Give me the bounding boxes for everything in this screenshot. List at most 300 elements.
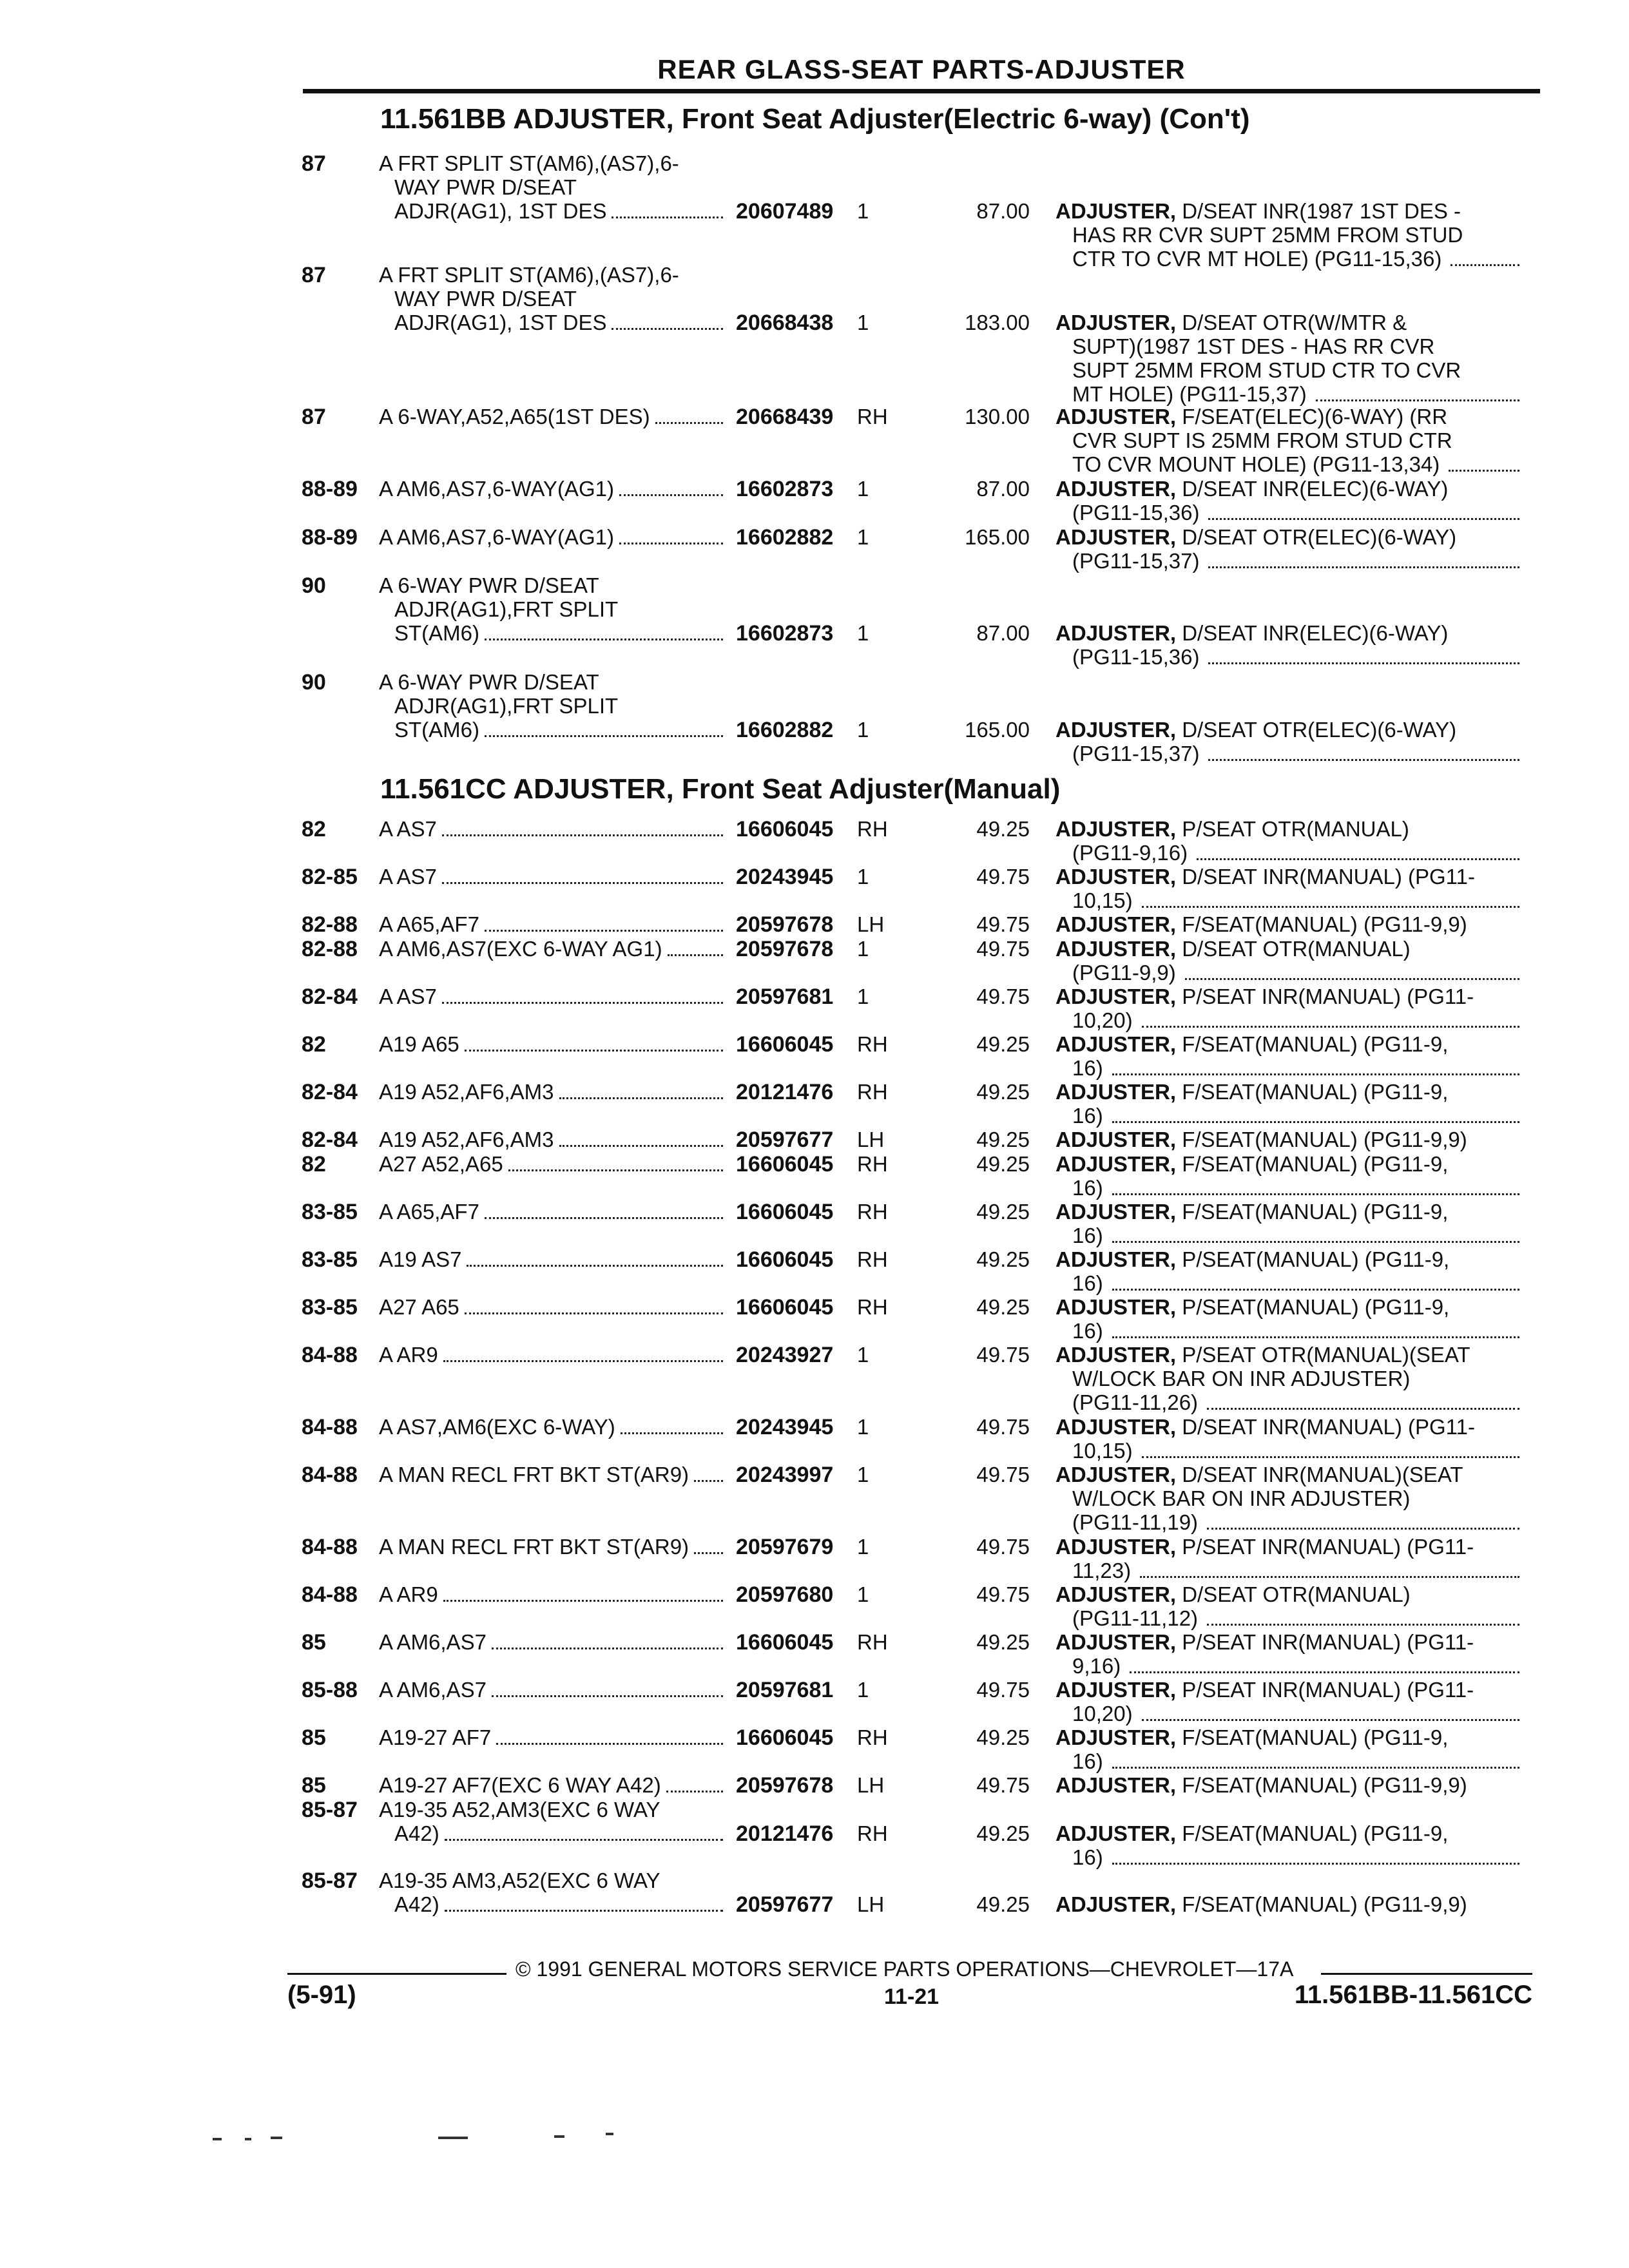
section-heading-electric: 11.561BB ADJUSTER, Front Seat Adjuster(Electric 6-way) (Con't) xyxy=(380,103,1250,135)
description-text: ADJUSTER, P/SEAT(MANUAL) (PG11-9, xyxy=(1055,1295,1450,1319)
dot-leader xyxy=(1449,470,1519,472)
quantity: 1 xyxy=(857,1535,869,1559)
usage-text: A MAN RECL FRT BKT ST(AR9) xyxy=(379,1535,689,1559)
dot-leader xyxy=(1112,1241,1519,1243)
quantity: 1 xyxy=(857,621,869,645)
usage-text: ADJR(AG1),FRT SPLIT xyxy=(394,694,619,718)
usage-text: A AR9 xyxy=(379,1343,438,1367)
price: 49.75 xyxy=(976,912,1030,936)
price: 49.25 xyxy=(976,1725,1030,1749)
usage-text: A AM6,AS7 xyxy=(379,1630,487,1654)
part-keyword: ADJUSTER, xyxy=(1055,1678,1177,1702)
dot-leader xyxy=(485,930,723,932)
description-text: ADJUSTER, D/SEAT OTR(MANUAL) xyxy=(1055,1582,1411,1606)
dot-leader xyxy=(445,1910,723,1912)
usage-description xyxy=(379,1200,727,1224)
usage-description xyxy=(379,937,727,961)
part-number: 20597678 xyxy=(736,1773,834,1798)
usage-description xyxy=(379,1295,727,1320)
dot-leader xyxy=(1142,1719,1519,1721)
usage-text: A19-27 AF7(EXC 6 WAY A42) xyxy=(379,1773,661,1797)
model-years: 82-88 xyxy=(302,912,358,937)
usage-description xyxy=(379,151,727,224)
quantity: 1 xyxy=(857,1582,869,1606)
quantity: 1 xyxy=(857,525,869,549)
usage-text: A27 A52,A65 xyxy=(379,1152,503,1176)
model-years: 82-85 xyxy=(302,865,358,889)
dot-leader xyxy=(443,1360,723,1362)
part-description xyxy=(1055,1725,1519,1774)
dot-leader xyxy=(445,1839,723,1841)
usage-description xyxy=(379,1725,727,1750)
part-keyword: ADJUSTER, xyxy=(1055,1200,1177,1224)
usage-text: A FRT SPLIT ST(AM6),(AS7),6- xyxy=(379,151,679,175)
quantity: LH xyxy=(857,1773,885,1797)
usage-text: A AM6,AS7(EXC 6-WAY AG1) xyxy=(379,937,662,961)
dot-leader xyxy=(559,1097,724,1099)
part-number: 20243997 xyxy=(736,1463,834,1487)
usage-description xyxy=(379,405,727,429)
model-years: 84-88 xyxy=(302,1463,358,1487)
part-keyword: ADJUSTER, xyxy=(1055,1247,1177,1271)
dot-leader xyxy=(1130,1671,1519,1673)
dot-leader xyxy=(442,1002,723,1004)
part-description xyxy=(1055,311,1519,407)
part-number: 16602882 xyxy=(736,718,834,742)
part-description xyxy=(1055,1892,1519,1916)
description-text: W/LOCK BAR ON INR ADJUSTER) xyxy=(1072,1367,1411,1390)
description-text: ADJUSTER, P/SEAT OTR(MANUAL)(SEAT xyxy=(1055,1343,1470,1367)
dot-leader xyxy=(1451,264,1519,266)
part-description xyxy=(1055,718,1519,766)
description-text: ADJUSTER, F/SEAT(MANUAL) (PG11-9, xyxy=(1055,1032,1449,1056)
part-keyword: ADJUSTER, xyxy=(1055,817,1177,841)
usage-description xyxy=(379,670,727,742)
part-number: 16606045 xyxy=(736,1630,834,1655)
usage-description xyxy=(379,573,727,646)
part-keyword: ADJUSTER, xyxy=(1055,477,1177,501)
part-keyword: ADJUSTER, xyxy=(1055,718,1177,742)
part-keyword: ADJUSTER, xyxy=(1055,1582,1177,1606)
part-description xyxy=(1055,1343,1519,1415)
part-description xyxy=(1055,1200,1519,1248)
usage-description xyxy=(379,1630,727,1655)
quantity: RH xyxy=(857,1152,888,1176)
usage-text: ST(AM6) xyxy=(394,718,479,742)
model-years: 82-84 xyxy=(302,1128,358,1152)
price: 49.25 xyxy=(976,1032,1030,1056)
price: 165.00 xyxy=(965,718,1030,742)
usage-text: A A65,AF7 xyxy=(379,912,479,936)
usage-text: A19 A52,AF6,AM3 xyxy=(379,1128,554,1151)
quantity: LH xyxy=(857,1892,885,1916)
dot-leader xyxy=(668,954,723,956)
usage-text: A19-27 AF7 xyxy=(379,1725,492,1749)
usage-text: A19-35 AM3,A52(EXC 6 WAY xyxy=(379,1869,660,1892)
model-years: 82-88 xyxy=(302,937,358,961)
description-text: ADJUSTER, F/SEAT(MANUAL) (PG11-9, xyxy=(1055,1152,1449,1176)
model-years: 82-84 xyxy=(302,985,358,1009)
part-number: 16606045 xyxy=(736,1247,834,1272)
usage-text: A19 AS7 xyxy=(379,1247,462,1271)
dot-leader xyxy=(694,1480,723,1482)
usage-description xyxy=(379,1247,727,1272)
model-years: 83-85 xyxy=(302,1200,358,1224)
dot-leader xyxy=(442,882,723,884)
price: 49.75 xyxy=(976,1415,1030,1439)
part-description xyxy=(1055,1535,1519,1583)
model-years: 85 xyxy=(302,1630,326,1655)
dot-leader xyxy=(666,1791,723,1792)
dot-leader xyxy=(443,1600,723,1602)
quantity: RH xyxy=(857,1247,888,1271)
model-years: 85 xyxy=(302,1725,326,1750)
part-keyword: ADJUSTER, xyxy=(1055,1892,1177,1916)
quantity: 1 xyxy=(857,477,869,501)
model-years: 85-88 xyxy=(302,1678,358,1702)
description-text: ADJUSTER, D/SEAT OTR(ELEC)(6-WAY) xyxy=(1055,525,1457,549)
part-number: 20597679 xyxy=(736,1535,834,1559)
dot-leader xyxy=(485,735,723,737)
usage-description xyxy=(379,525,727,550)
description-text: ADJUSTER, D/SEAT INR(MANUAL)(SEAT xyxy=(1055,1463,1463,1486)
scan-mark xyxy=(245,2138,251,2140)
part-number: 20597678 xyxy=(736,912,834,937)
part-description xyxy=(1055,1080,1519,1128)
model-years: 87 xyxy=(302,151,326,176)
description-text: ADJUSTER, F/SEAT(MANUAL) (PG11-9, xyxy=(1055,1200,1449,1224)
description-text: (PG11-15,37) xyxy=(1072,549,1200,573)
description-text: (PG11-11,19) xyxy=(1072,1510,1199,1534)
dot-leader xyxy=(559,1145,724,1147)
model-years: 82-84 xyxy=(302,1080,358,1104)
description-text: ADJUSTER, D/SEAT INR(ELEC)(6-WAY) xyxy=(1055,477,1449,501)
part-number: 16606045 xyxy=(736,1295,834,1320)
price: 49.25 xyxy=(976,1247,1030,1271)
description-text: ADJUSTER, F/SEAT(MANUAL) (PG11-9, xyxy=(1055,1080,1449,1104)
usage-text: A 6-WAY PWR D/SEAT xyxy=(379,573,599,597)
usage-text: WAY PWR D/SEAT xyxy=(394,287,577,311)
usage-description xyxy=(379,1798,727,1846)
part-description xyxy=(1055,1247,1519,1296)
description-text: ADJUSTER, P/SEAT INR(MANUAL) (PG11- xyxy=(1055,1630,1474,1654)
dot-leader xyxy=(1112,1336,1519,1338)
description-text: ADJUSTER, F/SEAT(MANUAL) (PG11-9,9) xyxy=(1055,1128,1467,1151)
description-text: ADJUSTER, F/SEAT(MANUAL) (PG11-9,9) xyxy=(1055,912,1467,936)
dot-leader xyxy=(465,1050,723,1052)
description-text: (PG11-11,26) xyxy=(1072,1390,1199,1414)
description-text: ADJUSTER, D/SEAT INR(1987 1ST DES - xyxy=(1055,199,1461,223)
price: 183.00 xyxy=(965,311,1030,334)
dot-leader xyxy=(1208,759,1519,761)
dot-leader xyxy=(1207,1624,1519,1626)
usage-text: A FRT SPLIT ST(AM6),(AS7),6- xyxy=(379,263,679,287)
quantity: 1 xyxy=(857,937,869,961)
part-description xyxy=(1055,912,1519,936)
part-number: 20597677 xyxy=(736,1892,834,1917)
part-number: 20597681 xyxy=(736,985,834,1009)
price: 49.75 xyxy=(976,1343,1030,1367)
price: 49.75 xyxy=(976,1535,1030,1559)
part-description xyxy=(1055,865,1519,913)
part-keyword: ADJUSTER, xyxy=(1055,985,1177,1008)
part-number: 20243927 xyxy=(736,1343,834,1367)
price: 49.25 xyxy=(976,1128,1030,1151)
price: 49.75 xyxy=(976,1582,1030,1606)
model-years: 88-89 xyxy=(302,525,358,550)
usage-text: A AS7 xyxy=(379,865,437,889)
usage-description xyxy=(379,1343,727,1367)
part-keyword: ADJUSTER, xyxy=(1055,1032,1177,1056)
dot-leader xyxy=(619,494,723,496)
footer-section-range: 11.561BB-11.561CC xyxy=(1294,1981,1532,2009)
description-text: ADJUSTER, P/SEAT OTR(MANUAL) xyxy=(1055,817,1409,841)
usage-description xyxy=(379,477,727,501)
part-description xyxy=(1055,405,1519,477)
description-text: 16) xyxy=(1072,1056,1103,1080)
part-keyword: ADJUSTER, xyxy=(1055,1080,1177,1104)
part-number: 20243945 xyxy=(736,1415,834,1439)
part-number: 20607489 xyxy=(736,199,834,224)
usage-text: ADJR(AG1), 1ST DES xyxy=(394,199,607,223)
usage-description xyxy=(379,1080,727,1104)
part-description xyxy=(1055,985,1519,1033)
description-text: ADJUSTER, F/SEAT(MANUAL) (PG11-9,9) xyxy=(1055,1892,1467,1916)
usage-description xyxy=(379,1773,727,1798)
usage-description xyxy=(379,1582,727,1607)
description-text: (PG11-9,9) xyxy=(1072,961,1176,985)
usage-text: A AM6,AS7,6-WAY(AG1) xyxy=(379,477,614,501)
description-text: (PG11-15,36) xyxy=(1072,501,1200,524)
quantity: RH xyxy=(857,1295,888,1319)
dot-leader xyxy=(1208,518,1519,520)
part-number: 20668439 xyxy=(736,405,834,429)
dot-leader xyxy=(612,216,723,218)
dot-leader xyxy=(485,639,723,640)
description-text: (PG11-9,16) xyxy=(1072,841,1188,865)
quantity: LH xyxy=(857,1128,885,1151)
dot-leader xyxy=(465,1312,723,1314)
price: 49.25 xyxy=(976,1152,1030,1176)
dot-leader xyxy=(508,1169,723,1171)
description-text: ADJUSTER, D/SEAT INR(MANUAL) (PG11- xyxy=(1055,1415,1475,1439)
description-text: 16) xyxy=(1072,1224,1103,1247)
part-description xyxy=(1055,621,1519,669)
quantity: 1 xyxy=(857,1343,869,1367)
description-text: ADJUSTER, D/SEAT INR(MANUAL) (PG11- xyxy=(1055,865,1475,889)
usage-text: A 6-WAY,A52,A65(1ST DES) xyxy=(379,405,650,428)
dot-leader xyxy=(694,1552,723,1554)
usage-text: A AM6,AS7 xyxy=(379,1678,487,1702)
part-number: 20597677 xyxy=(736,1128,834,1152)
model-years: 87 xyxy=(302,405,326,429)
part-number: 20597678 xyxy=(736,937,834,961)
usage-description xyxy=(379,1869,727,1917)
description-text: 10,20) xyxy=(1072,1008,1133,1032)
quantity: 1 xyxy=(857,1415,869,1439)
dot-leader xyxy=(1112,1289,1519,1291)
page-header xyxy=(303,39,1540,93)
model-years: 84-88 xyxy=(302,1343,358,1367)
description-text: 16) xyxy=(1072,1176,1103,1200)
description-text: TO CVR MOUNT HOLE) (PG11-13,34) xyxy=(1072,452,1440,476)
model-years: 84-88 xyxy=(302,1535,358,1559)
part-number: 20121476 xyxy=(736,1821,834,1846)
dot-leader xyxy=(1208,662,1519,664)
part-description xyxy=(1055,1821,1519,1870)
description-text: ADJUSTER, D/SEAT OTR(MANUAL) xyxy=(1055,937,1411,961)
price: 49.75 xyxy=(976,937,1030,961)
description-text: ADJUSTER, F/SEAT(MANUAL) (PG11-9, xyxy=(1055,1821,1449,1845)
price: 49.75 xyxy=(976,865,1030,889)
part-keyword: ADJUSTER, xyxy=(1055,1415,1177,1439)
price: 49.25 xyxy=(976,1295,1030,1319)
dot-leader xyxy=(1112,1121,1519,1123)
usage-text: A AS7 xyxy=(379,817,437,841)
part-keyword: ADJUSTER, xyxy=(1055,1821,1177,1845)
usage-text: A 6-WAY PWR D/SEAT xyxy=(379,670,599,694)
page-title: REAR GLASS-SEAT PARTS-ADJUSTER xyxy=(657,54,1186,84)
description-text: 10,15) xyxy=(1072,1439,1133,1463)
dot-leader xyxy=(492,1695,723,1697)
usage-text: A MAN RECL FRT BKT ST(AR9) xyxy=(379,1463,689,1486)
description-text: CVR SUPT IS 25MM FROM STUD CTR xyxy=(1072,428,1452,452)
part-keyword: ADJUSTER, xyxy=(1055,311,1177,334)
description-text: 16) xyxy=(1072,1319,1103,1343)
quantity: 1 xyxy=(857,718,869,742)
usage-description xyxy=(379,1152,727,1177)
usage-description xyxy=(379,912,727,937)
part-description xyxy=(1055,937,1519,985)
part-description xyxy=(1055,477,1519,525)
part-number: 16606045 xyxy=(736,817,834,841)
model-years: 82 xyxy=(302,817,326,841)
description-text: (PG11-15,36) xyxy=(1072,645,1200,669)
dot-leader xyxy=(485,1217,723,1219)
part-keyword: ADJUSTER, xyxy=(1055,912,1177,936)
footer-page-number: 11-21 xyxy=(884,1984,940,2009)
part-description xyxy=(1055,1128,1519,1151)
dot-leader xyxy=(1140,1576,1519,1578)
usage-description xyxy=(379,263,727,335)
part-keyword: ADJUSTER, xyxy=(1055,1463,1177,1486)
price: 49.25 xyxy=(976,1080,1030,1104)
description-text: 9,16) xyxy=(1072,1654,1121,1678)
price: 87.00 xyxy=(976,477,1030,501)
dot-leader xyxy=(1112,1767,1519,1769)
part-description xyxy=(1055,1415,1519,1463)
model-years: 90 xyxy=(302,573,326,598)
quantity: RH xyxy=(857,1080,888,1104)
model-years: 88-89 xyxy=(302,477,358,501)
section-heading-manual: 11.561CC ADJUSTER, Front Seat Adjuster(Manual) xyxy=(380,773,1061,805)
price: 49.25 xyxy=(976,817,1030,841)
part-keyword: ADJUSTER, xyxy=(1055,199,1177,223)
price: 49.75 xyxy=(976,985,1030,1008)
part-description xyxy=(1055,1152,1519,1200)
quantity: RH xyxy=(857,1630,888,1654)
quantity: RH xyxy=(857,1200,888,1224)
footer-date: (5-91) xyxy=(287,1981,356,2009)
description-text: ADJUSTER, P/SEAT INR(MANUAL) (PG11- xyxy=(1055,1678,1474,1702)
quantity: 1 xyxy=(857,311,869,334)
part-number: 20597680 xyxy=(736,1582,834,1607)
usage-text: A19 A65 xyxy=(379,1032,459,1056)
price: 49.75 xyxy=(976,1463,1030,1486)
part-keyword: ADJUSTER, xyxy=(1055,1725,1177,1749)
description-text: SUPT 25MM FROM STUD CTR TO CVR xyxy=(1072,358,1461,382)
dot-leader xyxy=(1197,858,1519,860)
description-text: 16) xyxy=(1072,1271,1103,1295)
scan-mark xyxy=(554,2135,564,2138)
description-text: ADJUSTER, D/SEAT INR(ELEC)(6-WAY) xyxy=(1055,621,1449,645)
usage-text: A27 A65 xyxy=(379,1295,459,1319)
part-number: 16602873 xyxy=(736,621,834,646)
dot-leader xyxy=(1316,399,1519,401)
model-years: 82 xyxy=(302,1152,326,1177)
description-text: HAS RR CVR SUPT 25MM FROM STUD xyxy=(1072,223,1463,247)
dot-leader xyxy=(612,328,723,330)
description-text: ADJUSTER, F/SEAT(MANUAL) (PG11-9,9) xyxy=(1055,1773,1467,1797)
part-description xyxy=(1055,525,1519,573)
usage-description xyxy=(379,817,727,841)
description-text: W/LOCK BAR ON INR ADJUSTER) xyxy=(1072,1486,1411,1510)
footer-copyright: © 1991 GENERAL MOTORS SERVICE PARTS OPERATIONS—CHEVROLET—17A xyxy=(516,1957,1294,1981)
price: 49.75 xyxy=(976,1773,1030,1797)
part-description xyxy=(1055,1295,1519,1343)
part-description xyxy=(1055,1463,1519,1535)
model-years: 85 xyxy=(302,1773,326,1798)
price: 87.00 xyxy=(976,199,1030,223)
description-text: 10,20) xyxy=(1072,1702,1133,1725)
footer-rule-left xyxy=(287,1973,506,1975)
usage-text: A AR9 xyxy=(379,1582,438,1606)
price: 49.25 xyxy=(976,1200,1030,1224)
model-years: 85-87 xyxy=(302,1798,358,1822)
usage-text: A AS7,AM6(EXC 6-WAY) xyxy=(379,1415,615,1439)
part-number: 16606045 xyxy=(736,1032,834,1057)
part-keyword: ADJUSTER, xyxy=(1055,1295,1177,1319)
part-keyword: ADJUSTER, xyxy=(1055,937,1177,961)
dot-leader xyxy=(655,422,723,424)
model-years: 87 xyxy=(302,263,326,287)
quantity: 1 xyxy=(857,865,869,889)
scan-mark xyxy=(606,2133,613,2135)
price: 87.00 xyxy=(976,621,1030,645)
description-text: ADJUSTER, P/SEAT(MANUAL) (PG11-9, xyxy=(1055,1247,1450,1271)
description-text: ADJUSTER, D/SEAT OTR(W/MTR & xyxy=(1055,311,1407,334)
part-number: 20121476 xyxy=(736,1080,834,1104)
usage-description xyxy=(379,985,727,1009)
usage-description xyxy=(379,1032,727,1057)
usage-description xyxy=(379,865,727,889)
price: 165.00 xyxy=(965,525,1030,549)
part-keyword: ADJUSTER, xyxy=(1055,405,1177,428)
dot-leader xyxy=(619,543,723,544)
dot-leader xyxy=(1142,1026,1519,1028)
description-text: MT HOLE) (PG11-15,37) xyxy=(1072,382,1307,406)
quantity: RH xyxy=(857,405,888,428)
usage-text: ADJR(AG1), 1ST DES xyxy=(394,311,607,334)
dot-leader xyxy=(1185,978,1519,980)
model-years: 82 xyxy=(302,1032,326,1057)
usage-description xyxy=(379,1128,727,1152)
description-text: CTR TO CVR MT HOLE) (PG11-15,36) xyxy=(1072,247,1442,271)
usage-text: A AS7 xyxy=(379,985,437,1008)
footer-rule-right xyxy=(1321,1973,1532,1975)
scan-mark xyxy=(271,2137,282,2139)
quantity: 1 xyxy=(857,985,869,1008)
